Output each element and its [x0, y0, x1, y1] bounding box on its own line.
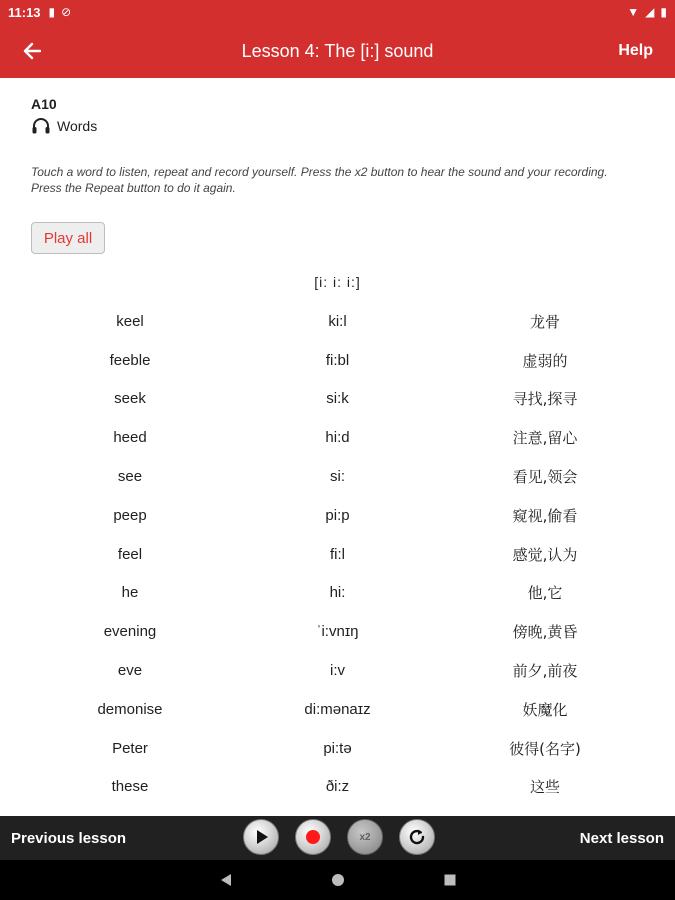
word-ipa: pi:p	[325, 506, 350, 524]
word-translation: 傍晚,黄昏	[512, 623, 578, 642]
word-row-peep[interactable]	[0, 496, 675, 535]
sd-card-icon: ▮	[48, 5, 56, 19]
back-button[interactable]	[0, 24, 64, 78]
word-ipa: hi:	[329, 584, 346, 602]
section-header	[31, 118, 97, 134]
nav-recents-button[interactable]	[440, 870, 460, 890]
word-ipa: ði:z	[325, 778, 350, 796]
word-text: evening	[103, 623, 157, 641]
word-row-he[interactable]	[0, 574, 675, 613]
word-ipa: fi:l	[330, 545, 345, 563]
word-row-keel[interactable]	[0, 302, 675, 341]
word-row-see[interactable]	[0, 457, 675, 496]
word-ipa: di:mənaɪz	[304, 700, 371, 718]
word-ipa: si:k	[326, 390, 349, 408]
section-label: Words	[57, 118, 98, 134]
record-icon	[304, 828, 322, 846]
word-row-feel[interactable]	[0, 535, 675, 574]
word-translation: 这些	[529, 778, 560, 797]
arrow-left-icon	[23, 42, 41, 60]
word-translation: 看见,领会	[512, 468, 578, 487]
word-ipa: hi:d	[325, 429, 350, 447]
word-text: see	[117, 468, 143, 486]
word-text: keel	[116, 312, 144, 330]
word-translation: 他,它	[527, 584, 563, 603]
play-all-button[interactable]: Play all	[31, 222, 105, 254]
word-ipa: ki:l	[328, 312, 347, 330]
play-icon	[252, 828, 270, 846]
word-row-peter[interactable]	[0, 729, 675, 768]
previous-lesson-button[interactable]: Previous lesson	[11, 829, 127, 847]
word-translation: 感觉,认为	[512, 545, 578, 564]
word-text: heed	[113, 429, 147, 447]
wifi-icon: ▼	[627, 5, 640, 19]
lesson-code: A10	[31, 96, 57, 112]
word-row-demonise[interactable]	[0, 690, 675, 729]
nav-home-button[interactable]	[328, 870, 348, 890]
word-translation: 虚弱的	[522, 351, 568, 370]
word-row-eve[interactable]	[0, 651, 675, 690]
ipa-header: [i: i: i:]	[314, 274, 361, 290]
play-button[interactable]	[243, 819, 279, 855]
word-ipa: fi:bl	[325, 351, 350, 369]
word-translation: 妖魔化	[522, 700, 568, 719]
word-text: he	[121, 584, 139, 602]
repeat-button[interactable]	[399, 819, 435, 855]
word-text: feel	[117, 545, 143, 563]
page-title: Lesson 4: The [i:] sound	[241, 40, 434, 61]
word-translation: 寻找,探寻	[512, 390, 578, 409]
word-text: Peter	[112, 739, 148, 757]
word-ipa: ˈi:vnɪŋ	[316, 623, 359, 641]
nav-recents-icon	[443, 873, 457, 887]
word-text: feeble	[109, 351, 151, 369]
x2-button[interactable]	[347, 819, 383, 855]
instructions-text: Touch a word to listen, repeat and record yourself. Press the x2 button to hear the sound and your recording. Press the Repeat button to do it again.	[31, 165, 608, 195]
do-not-disturb-icon: ⊘	[61, 5, 72, 19]
word-list	[0, 302, 675, 806]
status-bar	[0, 0, 675, 24]
word-ipa: i:v	[330, 662, 345, 680]
x2-icon: x2	[359, 831, 371, 843]
system-nav-bar	[0, 860, 675, 900]
word-text: peep	[113, 506, 147, 524]
lesson-content	[0, 78, 675, 816]
word-translation: 前夕,前夜	[512, 662, 578, 681]
word-row-heed[interactable]	[0, 418, 675, 457]
word-text: demonise	[97, 700, 163, 718]
word-translation: 注意,留心	[512, 429, 578, 448]
status-time: 11:13	[8, 4, 41, 20]
word-text: eve	[117, 662, 143, 680]
signal-icon: ◢	[645, 5, 655, 19]
word-ipa: si:	[330, 468, 345, 486]
word-translation: 彼得(名字)	[509, 739, 581, 758]
word-text: these	[111, 778, 149, 796]
repeat-icon	[407, 827, 427, 847]
next-lesson-button[interactable]: Next lesson	[579, 829, 664, 847]
word-row-seek[interactable]	[0, 380, 675, 419]
nav-back-icon	[219, 873, 233, 887]
word-translation: 窥视,偷看	[512, 506, 578, 525]
word-ipa: pi:tə	[323, 739, 352, 757]
nav-home-icon	[331, 873, 345, 887]
bottom-toolbar	[0, 816, 675, 860]
record-button[interactable]	[295, 819, 331, 855]
help-button[interactable]: Help	[618, 42, 653, 59]
word-text: seek	[114, 390, 146, 408]
word-translation: 龙骨	[529, 312, 560, 331]
word-row-evening[interactable]	[0, 612, 675, 651]
app-bar	[0, 24, 675, 78]
battery-icon: ▮	[660, 5, 667, 19]
word-row-feeble[interactable]	[0, 341, 675, 380]
nav-back-button[interactable]	[216, 870, 236, 890]
headphones-icon	[31, 118, 51, 134]
playback-controls	[243, 819, 435, 855]
word-row-these[interactable]	[0, 768, 675, 807]
